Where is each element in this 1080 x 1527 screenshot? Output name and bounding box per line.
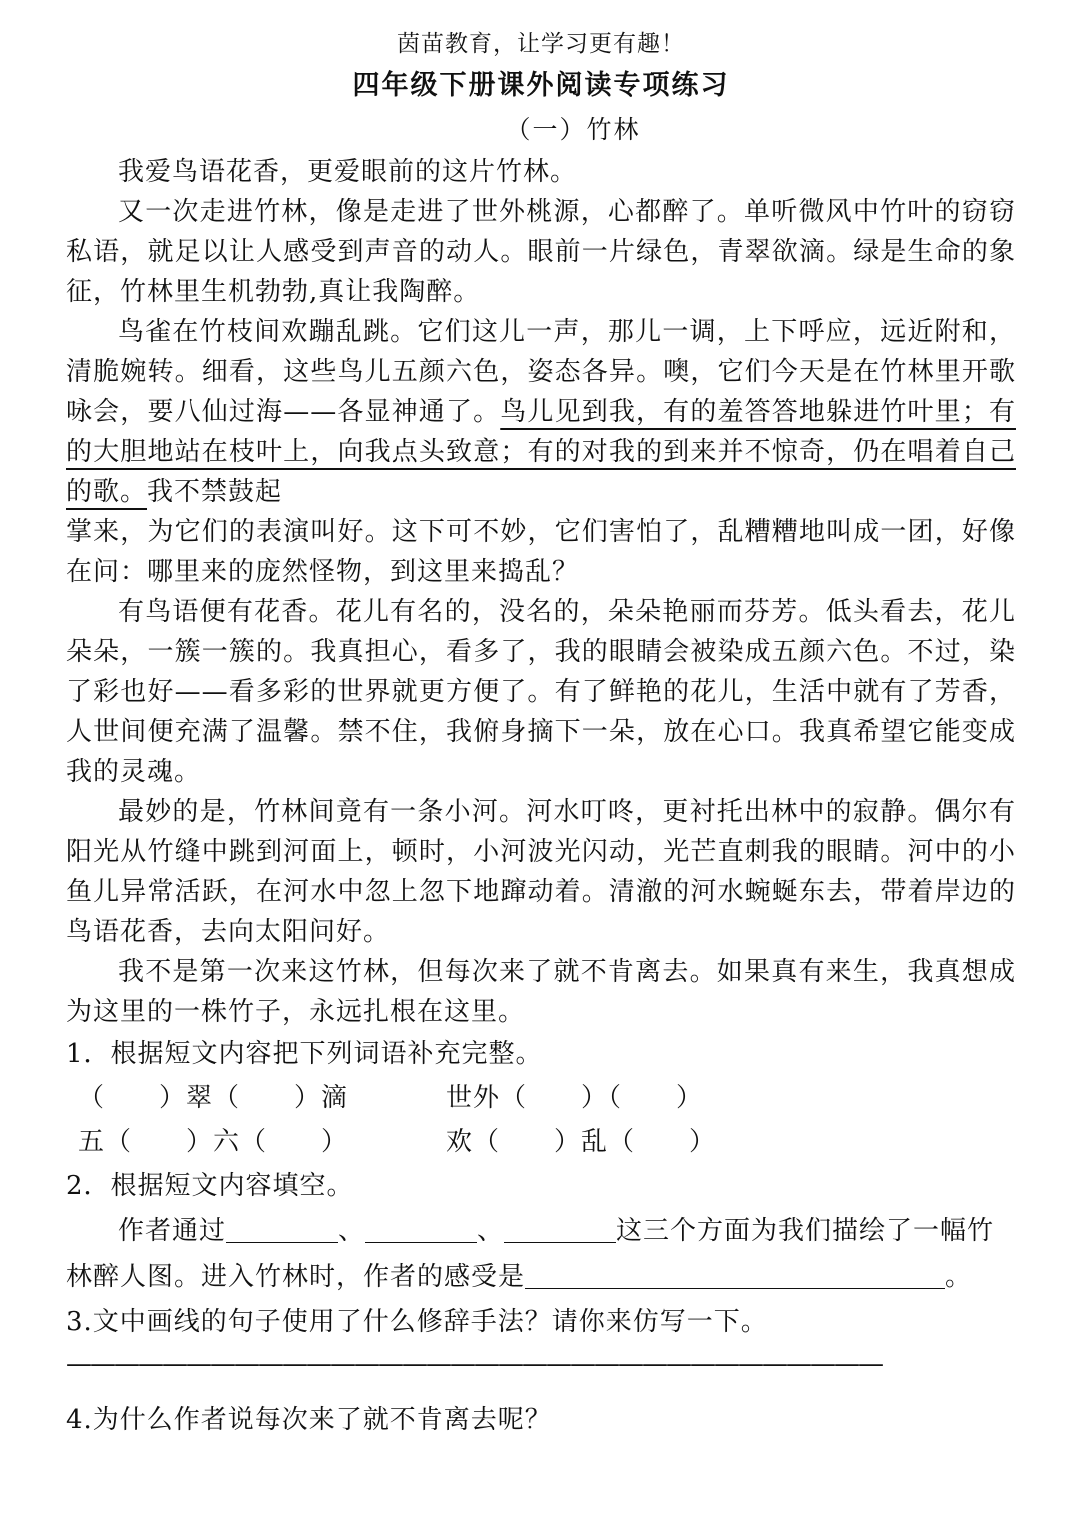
passage-title: （一）竹林 [505, 115, 641, 144]
paragraph-3 [66, 312, 1016, 512]
page-header: 茵苗教育，让学习更有趣！ [397, 31, 685, 57]
question-4: 4.为什么作者说每次来了就不肯离去呢？ [66, 1405, 552, 1435]
paragraph-2: 又一次走进竹林，像是走进了世外桃源，心都醉了。单听微风中竹叶的窃窃私语，就足以让人感受到声音的动人。眼前一片绿色，青翠欲滴。绿是生命的象征，竹林里生机勃勃,真让我陶醉。 [66, 197, 1016, 307]
paragraph-3-continued: 掌来，为它们的表演叫好。这下可不妙，它们害怕了，乱糟糟地叫成一团，好像在问：哪里来的庞然怪物，到这里来捣乱？ [66, 517, 1016, 587]
word-blank-item[interactable]: （ ）翠（ ）滴 [78, 1083, 349, 1113]
page-title: 四年级下册课外阅读专项练习 [352, 70, 730, 101]
separator: 、 [477, 1216, 505, 1246]
paragraph-3-tail: 我不禁鼓起 [147, 477, 283, 507]
period: 。 [945, 1262, 973, 1292]
fill-text: 这三个方面为我们描绘了一幅竹林醉人图。进入竹林时，作者的感受是 [66, 1216, 995, 1292]
separator: 、 [338, 1216, 366, 1246]
question-2-fill-text [66, 1208, 1016, 1300]
question-3: 3.文中画线的句子使用了什么修辞手法？请你来仿写一下。 [66, 1307, 768, 1337]
paragraph-4: 有鸟语便有花香。花儿有名的，没名的，朵朵艳丽而芬芳。低头看去，花儿朵朵，一簇一簇的。我真担心，看多了，我的眼睛会被染成五颜六色。不过，染了彩也好——看多彩的世界就更方便了。有了鲜艳的花儿，生活中就有了芳香，人世间便充满了温馨。禁不住，我俯身摘下一朵，放在心口。我真希望它能变成我的灵魂。 [66, 597, 1016, 787]
paragraph-1: 我爱鸟语花香，更爱眼前的这片竹林。 [118, 157, 578, 187]
paragraph-6: 我不是第一次来这竹林，但每次来了就不肯离去。如果真有来生，我真想成为这里的一株竹子，永远扎根在这里。 [66, 957, 1016, 1027]
answer-blank-4[interactable] [525, 1260, 945, 1289]
paragraph-3-text: 鸟雀在竹枝间欢蹦乱跳。它们这儿一声，那儿一调，上下呼应，远近附和，清脆婉转。细看，这些鸟儿五颜六色，姿态各异。噢，它们今天是在竹林里开歌咏会，要八仙过海——各显神通了。 [66, 317, 1016, 427]
answer-blank-3[interactable] [504, 1214, 616, 1243]
underlined-sentence: 鸟儿见到我，有的羞答答地躲进竹叶里；有的大胆地站在枝叶上，向我点头致意；有的对我的到来并不惊奇，仍在唱着自己的歌。 [66, 397, 1016, 507]
word-blank-item[interactable]: 欢（ ）乱（ ） [446, 1127, 717, 1157]
word-row-2 [78, 1120, 1016, 1164]
spacer [66, 1384, 1016, 1398]
answer-blank-2[interactable] [365, 1214, 477, 1243]
question-2: 2．根据短文内容填空。 [66, 1171, 354, 1201]
word-blank-item[interactable]: 世外（ ）（ ） [446, 1083, 704, 1113]
reading-passage [66, 152, 1016, 1032]
answer-blank-1[interactable] [226, 1214, 338, 1243]
fill-text: 作者通过 [118, 1216, 227, 1246]
paragraph-5: 最妙的是，竹林间竟有一条小河。河水叮咚，更衬托出林中的寂静。偶尔有阳光从竹缝中跳到河面上，顿时，小河波光闪动，光芒直刺我的眼睛。河中的小鱼儿异常活跃，在河水中忽上忽下地蹿动着。清澈的河水蜿蜒东去，带着岸边的鸟语花香，去向太阳问好。 [66, 797, 1016, 947]
questions-section [66, 1032, 1016, 1442]
word-row-1 [78, 1076, 1016, 1120]
question-1: 1．根据短文内容把下列词语补充完整。 [66, 1039, 543, 1069]
word-blank-item[interactable]: 五（ ）六（ ） [78, 1127, 349, 1157]
answer-line-3[interactable]: —————————————————————————————————— [66, 1349, 882, 1379]
